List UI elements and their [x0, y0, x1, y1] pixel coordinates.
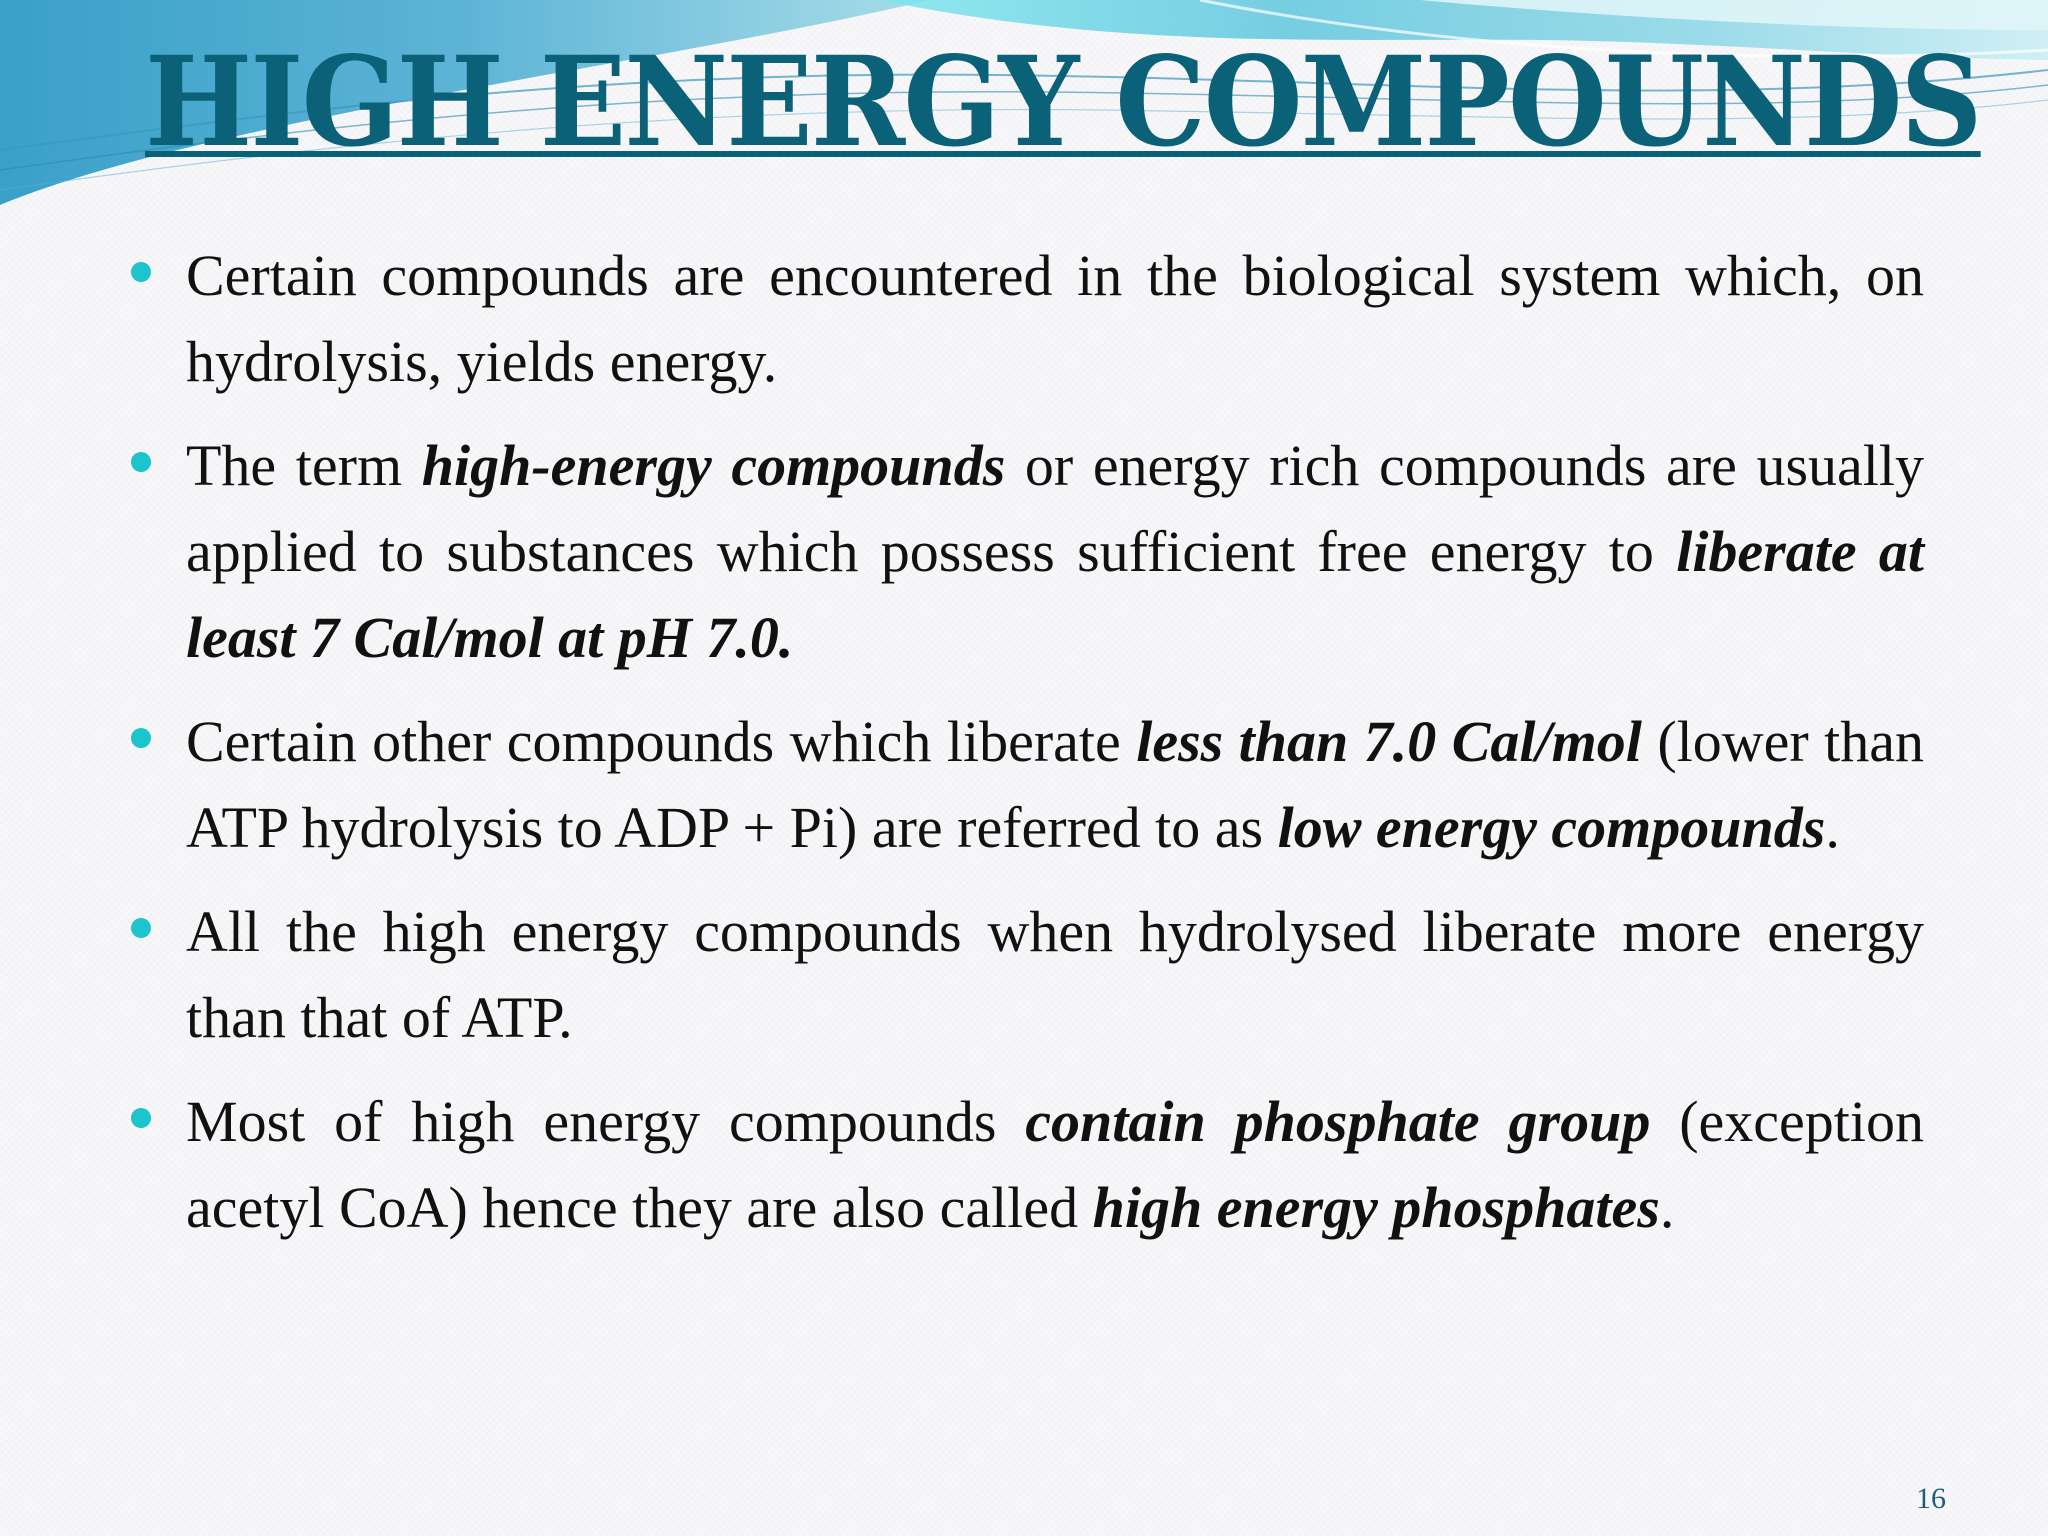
bullet-emphasis: liberate at least 7 Cal/mol at pH 7.0. — [186, 519, 1925, 670]
bullet-item — [0, 233, 2048, 405]
bullet-dot-icon — [131, 452, 151, 472]
bullet-text-segment: . — [1825, 795, 1840, 860]
bullet-text-segment: Certain compounds are encountered in the biological system which, on hydrolysis, yields energy. — [186, 243, 1924, 394]
bullet-emphasis: high energy phosphates — [1092, 1175, 1660, 1240]
bullet-text-segment: Certain other compounds which liberate — [186, 709, 1137, 774]
bullet-emphasis: less than 7.0 Cal/mol — [1136, 709, 1642, 774]
bullet-emphasis: contain phosphate group — [1025, 1089, 1651, 1154]
bullet-text — [186, 699, 1924, 871]
bullet-text-segment: or energy rich compounds are usually applied to substances which possess sufficient free energy to — [186, 433, 1924, 584]
slide-title: HIGH ENERGY COMPOUNDS — [145, 30, 1981, 175]
bullet-text — [186, 423, 1924, 681]
bullet-item — [0, 1079, 2048, 1251]
bullet-text-segment: . — [1659, 1175, 1675, 1240]
bullet-item — [0, 889, 2048, 1061]
bullet-list — [0, 233, 2048, 1269]
bullet-dot-icon — [131, 1108, 151, 1128]
bullet-item — [0, 423, 2048, 681]
bullet-text-segment: All the high energy compounds when hydrolysed liberate more energy than that of ATP. — [186, 899, 1924, 1050]
bullet-text-segment: The term — [186, 433, 422, 498]
bullet-text — [186, 1079, 1924, 1251]
bullet-dot-icon — [131, 918, 151, 938]
bullet-text — [186, 889, 1924, 1061]
bullet-dot-icon — [131, 728, 151, 748]
bullet-text-segment: (lower than ATP hydrolysis to ADP + Pi) are referred to as — [186, 709, 1924, 860]
bullet-text-segment: (exception acetyl CoA) hence they are also called — [186, 1089, 1924, 1240]
bullet-emphasis: high-energy compounds — [421, 433, 1006, 498]
bullet-item — [0, 699, 2048, 871]
bullet-emphasis: low energy compounds — [1277, 795, 1826, 860]
page-number: 16 — [1916, 1482, 1946, 1515]
bullet-text — [186, 233, 1924, 405]
bullet-text-segment: Most of high energy compounds — [186, 1089, 1026, 1154]
bullet-dot-icon — [131, 262, 151, 282]
